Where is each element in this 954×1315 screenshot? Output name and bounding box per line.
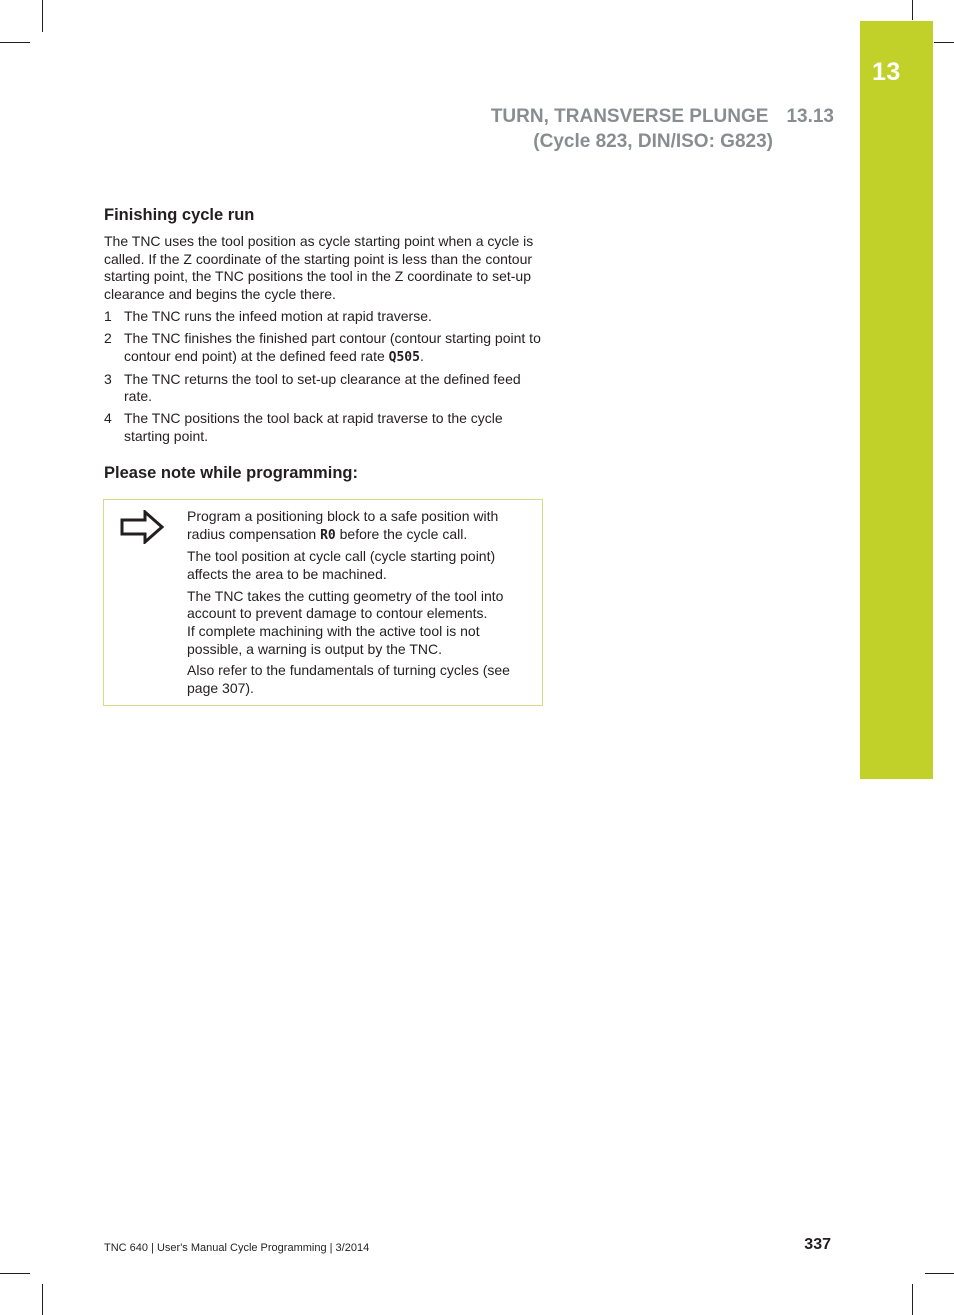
footer-text: TNC 640 | User's Manual Cycle Programming | 3/2014: [104, 1242, 370, 1254]
section-header: [491, 104, 834, 154]
crop-mark: [912, 1284, 913, 1315]
header-title: TURN, TRANSVERSE PLUNGE: [490, 106, 769, 127]
programming-heading: Please note while programming:: [104, 464, 358, 482]
arrow-right-icon: [120, 510, 164, 544]
note-text: [187, 508, 535, 702]
list-item: 3 The TNC returns the tool to set-up clearance at the defined feed rate.: [104, 370, 521, 405]
list-item: 1 The TNC runs the infeed motion at rapid traverse.: [104, 307, 432, 324]
note-paragraph: Also refer to the fundamentals of turning cycles (see page 307).: [187, 662, 510, 696]
chapter-number: 13: [872, 58, 901, 86]
crop-mark: [934, 42, 954, 43]
chapter-tab: [860, 21, 933, 779]
note-paragraph: The tool position at cycle call (cycle starting point) affects the area to be machined.: [187, 548, 496, 582]
finishing-steps: [104, 308, 544, 446]
note-paragraph: The TNC takes the cutting geometry of the tool into account to prevent damage to contour elements.: [187, 587, 504, 622]
finishing-intro: The TNC uses the tool position as cycle starting point when a cycle is called. If the Z coordinate of the starting point is less than the contour starting point, the TNC positions the tool in the Z coordinate to set-up clearance and begins the cycle there.: [104, 233, 534, 302]
radius-code: R0: [320, 527, 336, 543]
crop-mark: [912, 0, 913, 20]
header-subtitle: (Cycle 823, DIN/ISO: G823): [533, 131, 773, 152]
note-box: [103, 499, 543, 706]
section-number: 13.13: [786, 106, 834, 127]
page-number: 337: [804, 1236, 831, 1253]
crop-mark: [42, 1284, 43, 1315]
crop-mark: [925, 1273, 954, 1274]
crop-mark: [42, 0, 43, 32]
list-item: 4 The TNC positions the tool back at rapid traverse to the cycle starting point.: [104, 410, 503, 444]
finishing-body: [104, 233, 544, 450]
parameter-code: Q505: [388, 349, 420, 365]
crop-mark: [0, 1273, 30, 1274]
note-paragraph: Program a positioning block to a safe position with radius compensation R0 before the cycle call.: [187, 508, 499, 543]
finishing-heading: Finishing cycle run: [104, 206, 255, 224]
note-paragraph: If complete machining with the active tool is not possible, a warning is output by the TNC.: [187, 622, 480, 657]
crop-mark: [0, 42, 30, 43]
list-item: 2 The TNC finishes the finished part contour (contour starting point to contour end point) at the defined feed rate Q505.: [104, 329, 541, 365]
